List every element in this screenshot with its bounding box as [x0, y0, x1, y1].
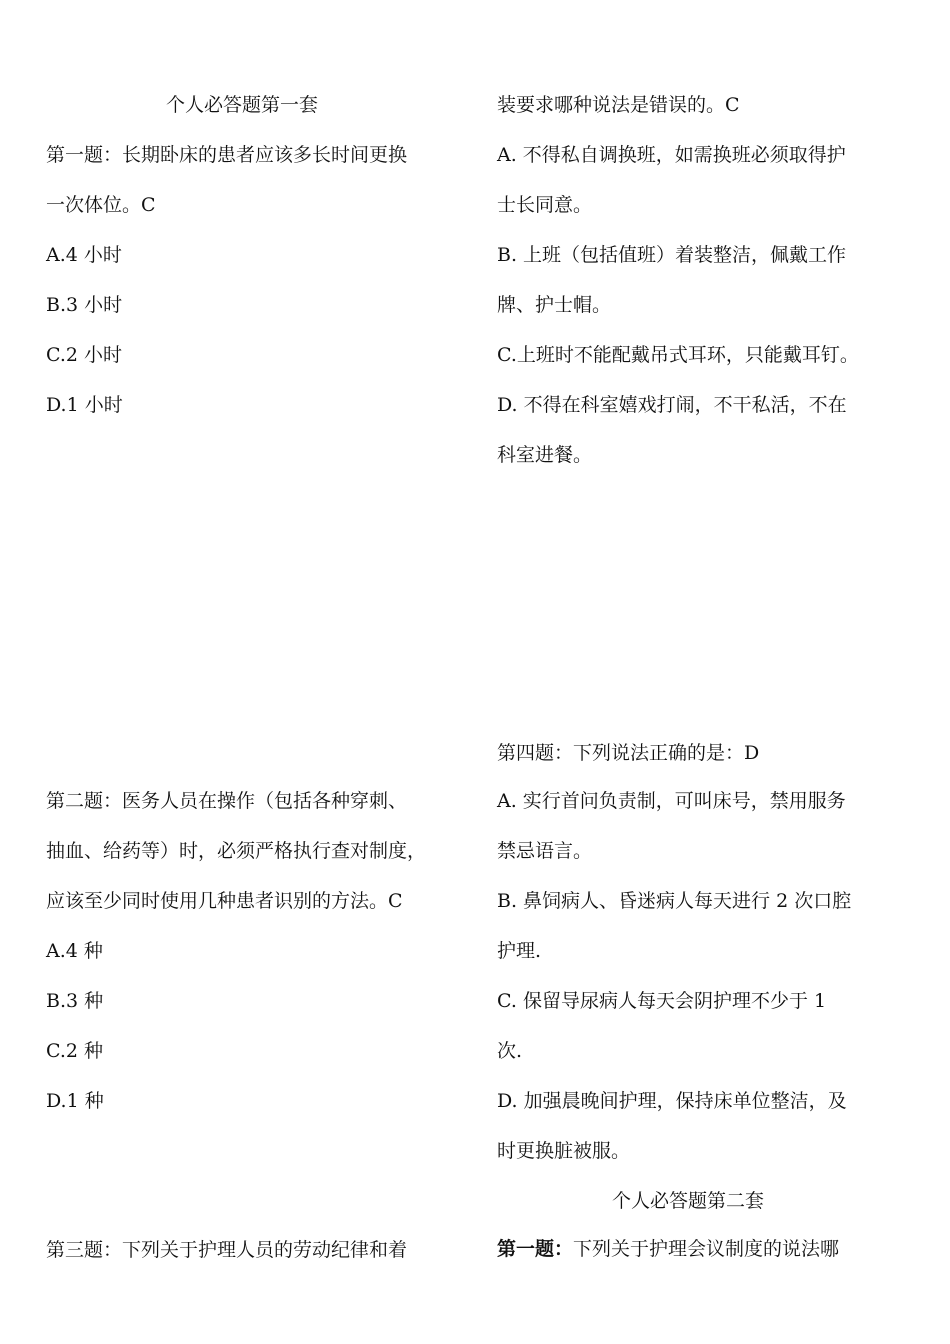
- q3-option-d-line1: D. 不得在科室嬉戏打闹，不干私活，不在: [497, 394, 847, 416]
- q2-option-c: C.2 种: [46, 1040, 104, 1062]
- q1-option-c: C.2 小时: [46, 344, 123, 366]
- q3-option-d-line2: 科室进餐。: [497, 444, 593, 466]
- q1-option-a: A.4 小时: [46, 244, 122, 266]
- q1-line2: 一次体位。C: [46, 194, 156, 216]
- q1-line1: 第一题：长期卧床的患者应该多长时间更换: [46, 144, 408, 166]
- q2-option-d: D.1 种: [46, 1090, 104, 1112]
- q2-option-b: B.3 种: [46, 990, 104, 1012]
- q4-option-c-line1: C. 保留导尿病人每天会阴护理不少于 1: [497, 990, 827, 1012]
- q1-option-b: B.3 小时: [46, 294, 123, 316]
- q3-option-a-line2: 士长同意。: [497, 194, 593, 216]
- q1-option-d: D.1 小时: [46, 394, 123, 416]
- q3-line1: 第三题：下列关于护理人员的劳动纪律和着: [46, 1239, 408, 1261]
- q2-line3: 应该至少同时使用几种患者识别的方法。C: [46, 890, 403, 912]
- q4-option-d-line2: 时更换脏被服。: [497, 1140, 631, 1162]
- set2-title: 个人必答题第二套: [612, 1190, 765, 1212]
- q4-option-a-line2: 禁忌语言。: [497, 840, 593, 862]
- q4-option-b-line2: 护理.: [497, 940, 542, 962]
- q2-option-a: A.4 种: [46, 940, 103, 962]
- set2-q1-label: 第一题：: [497, 1238, 574, 1260]
- q4-option-b-line1: B. 鼻饲病人、昏迷病人每天进行 2 次口腔: [497, 890, 852, 912]
- q3-cont-line1: 装要求哪种说法是错误的。C: [497, 94, 740, 116]
- q4-option-d-line1: D. 加强晨晚间护理，保持床单位整洁，及: [497, 1090, 847, 1112]
- set1-title: 个人必答题第一套: [166, 94, 319, 116]
- q3-option-b-line2: 牌、护士帽。: [497, 294, 612, 316]
- set2-q1-text: 下列关于护理会议制度的说法哪: [573, 1238, 840, 1260]
- q4-line1: 第四题：下列说法正确的是：D: [497, 742, 760, 764]
- q3-option-b-line1: B. 上班（包括值班）着装整洁，佩戴工作: [497, 244, 847, 266]
- set2-q1-line1: [497, 1236, 839, 1262]
- q3-option-a-line1: A. 不得私自调换班，如需换班必须取得护: [497, 144, 846, 166]
- q3-option-c-line1: C.上班时不能配戴吊式耳环，只能戴耳钉。: [497, 344, 859, 366]
- q2-line2: 抽血、给药等）时，必须严格执行查对制度，: [46, 840, 427, 862]
- q2-line1: 第二题：医务人员在操作（包括各种穿刺、: [46, 790, 408, 812]
- q4-option-c-line2: 次.: [497, 1040, 523, 1062]
- q4-option-a-line1: A. 实行首问负责制，可叫床号，禁用服务: [497, 790, 846, 812]
